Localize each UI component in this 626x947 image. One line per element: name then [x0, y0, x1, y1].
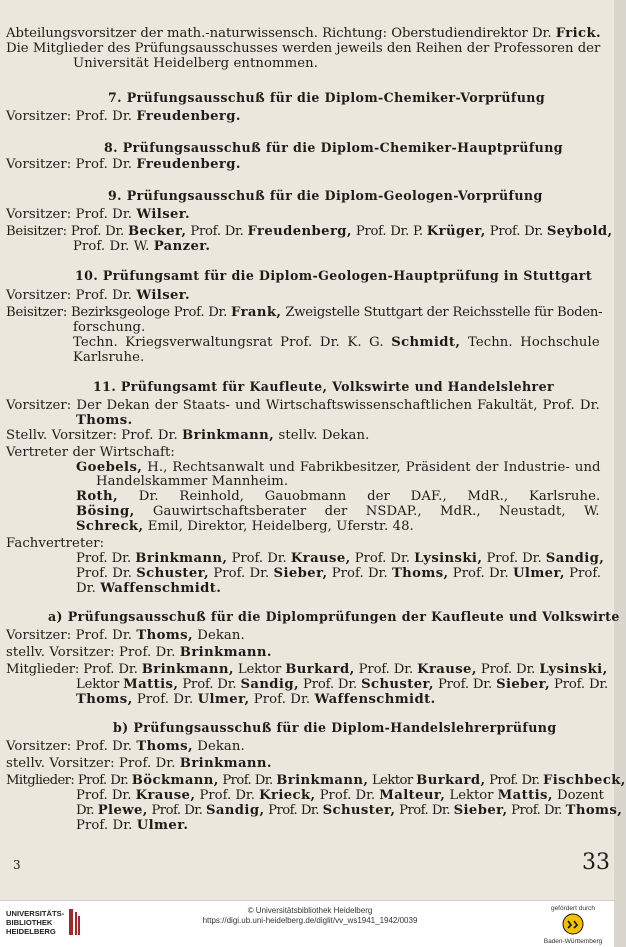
text-line: Schreck, Emil, Direktor, Heidelberg, Uferstr. 48. [76, 519, 414, 534]
text-line: Vorsitzer: Der Dekan der Staats- und Wirtschaftswissenschaftlichen Fakultät, Prof. Dr. [6, 398, 600, 413]
page-number: 33 [582, 850, 610, 875]
text-line: Lektor Mattis, Prof. Dr. Sandig, Prof. Dr. Schuster, Prof. Dr. Sieber, Prof. Dr. [76, 677, 609, 692]
signature-mark: 3 [13, 858, 21, 872]
text-line: Beisitzer: Bezirksgeologe Prof. Dr. Frank, Zweigstelle Stuttgart der Reichsstelle für Boden- [6, 305, 603, 320]
library-emblem-icon [68, 908, 82, 936]
text-line: Mitglieder: Prof. Dr. Brinkmann, Lektor Burkard, Prof. Dr. Krause, Prof. Dr. Lysinski, [6, 662, 608, 677]
text-line: Prof. Dr. Brinkmann, Prof. Dr. Krause, Prof. Dr. Lysinski, Prof. Dr. Sandig, [76, 551, 605, 566]
text-line: Vorsitzer: Prof. Dr. Thoms, Dekan. [6, 739, 245, 754]
text-line: Dr. Waffenschmidt. [76, 581, 222, 596]
text-line: Prof. Dr. Krause, Prof. Dr. Krieck, Prof. Dr. Malteur, Lektor Mattis, Dozent [76, 788, 604, 803]
text-line: Die Mitglieder des Prüfungsausschusses werden jeweils den Reihen der Professoren der [6, 41, 601, 56]
section-heading: b) Prüfungsausschuß für die Diplom-Handelslehrerprüfung [113, 720, 557, 735]
text-line: Handelskammer Mannheim. [96, 474, 289, 489]
funder-name: Baden-Württemberg [543, 938, 603, 945]
permalink[interactable]: https://digi.ub.uni-heidelberg.de/diglit/vv_ws1941_1942/0039 [202, 916, 418, 925]
library-name-line: UNIVERSITÄTS- [6, 908, 65, 918]
text-line: Universität Heidelberg entnommen. [73, 56, 319, 71]
text-line: Vorsitzer: Prof. Dr. Thoms, Dekan. [6, 628, 245, 643]
text-line: Vorsitzer: Prof. Dr. Wilser. [6, 207, 190, 222]
funding-badge[interactable] [538, 905, 608, 945]
text-line: Vorsitzer: Prof. Dr. Freudenberg. [6, 109, 241, 124]
text-line: Karlsruhe. [73, 350, 145, 365]
text-line: Beisitzer: Prof. Dr. Becker, Prof. Dr. Freudenberg, Prof. Dr. P. Krüger, Prof. Dr. Seybold, [6, 224, 613, 239]
section-heading: 10. Prüfungsamt für die Diplom-Geologen-Hauptprüfung in Stuttgart [75, 268, 593, 283]
section-heading: 7. Prüfungsausschuß für die Diplom-Chemiker-Vorprüfung [108, 90, 546, 105]
text-line: forschung. [73, 320, 146, 335]
library-name-line: BIBLIOTHEK [6, 917, 53, 927]
viewer-footer [0, 900, 614, 947]
text-line: Prof. Dr. W. Panzer. [73, 239, 211, 254]
state-coat-of-arms-icon [562, 913, 584, 935]
text-line: Bösing, Gauwirtschaftsberater der NSDAP., MdR., Neustadt, W. [76, 504, 600, 519]
text-line: Vorsitzer: Prof. Dr. Freudenberg. [6, 157, 241, 172]
text-line: stellv. Vorsitzer: Prof. Dr. Brinkmann. [6, 756, 272, 771]
section-heading: a) Prüfungsausschuß für die Diplomprüfungen der Kaufleute und Volkswirte [48, 609, 620, 624]
text-line: Mitglieder: Prof. Dr. Böckmann, Prof. Dr. Brinkmann, Lektor Burkard, Prof. Dr. Fischbeck, [6, 773, 626, 788]
copyright-text: © Universitätsbibliothek Heidelberg [247, 906, 373, 915]
section-heading: 11. Prüfungsamt für Kaufleute, Volkswirte und Handelslehrer [93, 379, 555, 394]
text-line: Fachvertreter: [6, 536, 105, 551]
text-line: Roth, Dr. Reinhold, Gauobmann der DAF., MdR., Karlsruhe. [76, 489, 601, 504]
text-line: Stellv. Vorsitzer: Prof. Dr. Brinkmann, stellv. Dekan. [6, 428, 370, 443]
text-line: Thoms. [76, 413, 133, 428]
section-heading: 8. Prüfungsausschuß für die Diplom-Chemiker-Hauptprüfung [104, 140, 563, 155]
text-line: Prof. Dr. Schuster, Prof. Dr. Sieber, Prof. Dr. Thoms, Prof. Dr. Ulmer, Prof. [76, 566, 602, 581]
text-line: Dr. Plewe, Prof. Dr. Sandig, Prof. Dr. Schuster, Prof. Dr. Sieber, Prof. Dr. Thoms, [76, 803, 623, 818]
text-line: Prof. Dr. Ulmer. [76, 818, 189, 833]
section-heading: 9. Prüfungsausschuß für die Diplom-Geologen-Vorprüfung [108, 188, 543, 203]
funding-label: gefördert durch [550, 905, 596, 912]
text-line: Vorsitzer: Prof. Dr. Wilser. [6, 288, 190, 303]
text-line: stellv. Vorsitzer: Prof. Dr. Brinkmann. [6, 645, 272, 660]
text-line: Abteilungsvorsitzer der math.-naturwissensch. Richtung: Oberstudiendirektor Dr. Frick. [6, 26, 601, 41]
text-line: Vertreter der Wirtschaft: [6, 445, 175, 460]
text-line: Techn. Kriegsverwaltungsrat Prof. Dr. K. G. Schmidt, Techn. Hochschule [73, 335, 600, 350]
text-line: Goebels, H., Rechtsanwalt und Fabrikbesitzer, Präsident der Industrie- und [76, 460, 601, 475]
library-name-line: HEIDELBERG [6, 926, 56, 936]
text-line: Thoms, Prof. Dr. Ulmer, Prof. Dr. Waffenschmidt. [76, 692, 436, 707]
library-logo[interactable] [6, 908, 82, 936]
